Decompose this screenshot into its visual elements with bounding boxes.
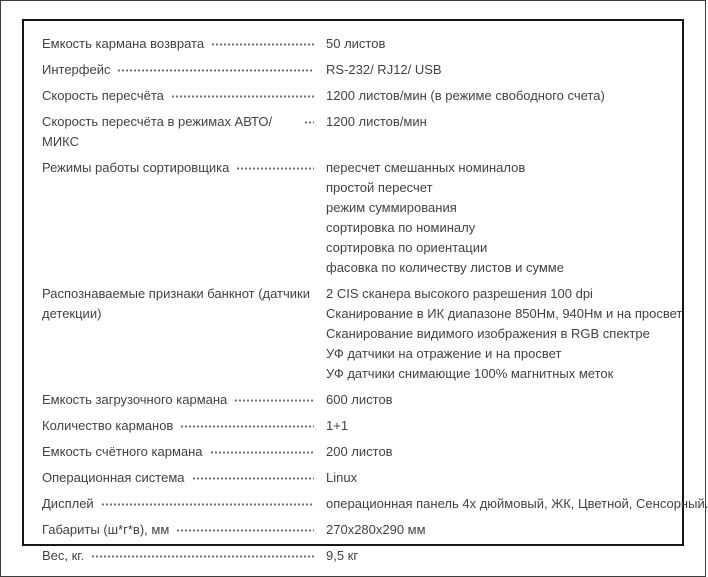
row-values — [326, 416, 664, 436]
row-values — [326, 494, 708, 514]
dotted-leader — [117, 69, 314, 72]
value-line: 2 CIS сканера высокого разрешения 100 dpi — [326, 286, 593, 301]
value-line: Сканирование в ИК диапазоне 850Нм, 940Нм и на просвет — [326, 306, 683, 321]
value-line: пересчет смешанных номиналов — [326, 160, 526, 175]
row-label: Скорость пересчёта — [42, 88, 164, 103]
row-label: Габариты (ш*г*в), мм — [42, 522, 170, 537]
spec-row — [42, 158, 664, 278]
value-line: 600 листов — [326, 392, 393, 407]
row-values — [326, 442, 664, 462]
spec-row — [42, 34, 664, 54]
dotted-leader — [176, 529, 314, 532]
row-values — [326, 546, 664, 566]
row-label-column — [42, 284, 326, 324]
value-line: RS-232/ RJ12/ USB — [326, 62, 442, 77]
row-label: Операционная система — [42, 470, 185, 485]
row-label: Распознаваемые признаки банкнот (датчики детекции) — [42, 286, 310, 321]
dotted-leader — [236, 167, 314, 170]
value-line: режим суммирования — [326, 200, 457, 215]
value-line: 1200 листов/мин — [326, 114, 427, 129]
row-values — [326, 520, 664, 540]
value-line: 1200 листов/мин (в режиме свободного счета) — [326, 88, 605, 103]
spec-row — [42, 494, 708, 514]
row-values — [326, 390, 664, 410]
value-line: УФ датчики на отражение и на просвет — [326, 346, 562, 361]
row-values — [326, 468, 664, 488]
dotted-leader — [101, 503, 314, 506]
spec-row — [42, 442, 664, 462]
row-values — [326, 158, 664, 278]
value-line: 1+1 — [326, 418, 349, 433]
value-line: Linux — [326, 470, 358, 485]
value-line: 200 листов — [326, 444, 393, 459]
value-line: операционная панель 4х дюймовый, ЖК, Цветной, Сенсорный. — [326, 496, 708, 511]
row-label: Интерфейс — [42, 62, 111, 77]
spec-row — [42, 60, 664, 80]
row-label: Скорость пересчёта в режимах АВТО/МИКС — [42, 114, 273, 149]
row-label-column — [42, 520, 326, 540]
spec-row — [42, 546, 664, 566]
row-label: Количество карманов — [42, 418, 174, 433]
row-label-column — [42, 86, 326, 106]
row-values — [326, 60, 664, 80]
spec-row — [42, 520, 664, 540]
row-label-column — [42, 442, 326, 462]
dotted-leader — [91, 555, 314, 558]
spec-row — [42, 86, 664, 106]
spec-table — [22, 19, 708, 563]
row-label: Емкость загрузочного кармана — [42, 392, 228, 407]
value-line: 270x280x290 мм — [326, 522, 426, 537]
dotted-leader — [171, 95, 314, 98]
row-label: Емкость кармана возврата — [42, 36, 205, 51]
row-label-column — [42, 390, 326, 410]
row-label: Вес, кг. — [42, 548, 85, 563]
row-label-column — [42, 158, 326, 178]
spec-row — [42, 390, 664, 410]
value-line: сортировка по ориентации — [326, 240, 488, 255]
value-line: УФ датчики снимающие 100% магнитных меток — [326, 366, 614, 381]
dotted-leader — [304, 121, 314, 124]
row-label-column — [42, 416, 326, 436]
value-line: 9,5 кг — [326, 548, 359, 563]
row-label-column — [42, 494, 326, 514]
row-label-column — [42, 60, 326, 80]
value-line: фасовка по количеству листов и сумме — [326, 260, 564, 275]
value-line: сортировка по номиналу — [326, 220, 476, 235]
row-label: Режимы работы сортировщика — [42, 160, 230, 175]
row-label-column — [42, 112, 326, 152]
spec-row — [42, 112, 664, 152]
value-line: Сканирование видимого изображения в RGB спектре — [326, 326, 650, 341]
row-label: Емкость счётного кармана — [42, 444, 203, 459]
row-label-column — [42, 546, 326, 566]
row-values — [326, 112, 664, 132]
row-label-column — [42, 34, 326, 54]
row-label: Дисплей — [42, 496, 94, 511]
dotted-leader — [234, 399, 314, 402]
dotted-leader — [180, 425, 314, 428]
value-line: 50 листов — [326, 36, 386, 51]
spec-row — [42, 416, 664, 436]
dotted-leader — [192, 477, 315, 480]
spec-row — [42, 468, 664, 488]
row-label-column — [42, 468, 326, 488]
dotted-leader — [211, 43, 314, 46]
row-values — [326, 34, 664, 54]
row-values — [326, 284, 683, 384]
value-line: простой пересчет — [326, 180, 433, 195]
dotted-leader — [210, 451, 314, 454]
spec-row — [42, 284, 683, 384]
row-values — [326, 86, 664, 106]
